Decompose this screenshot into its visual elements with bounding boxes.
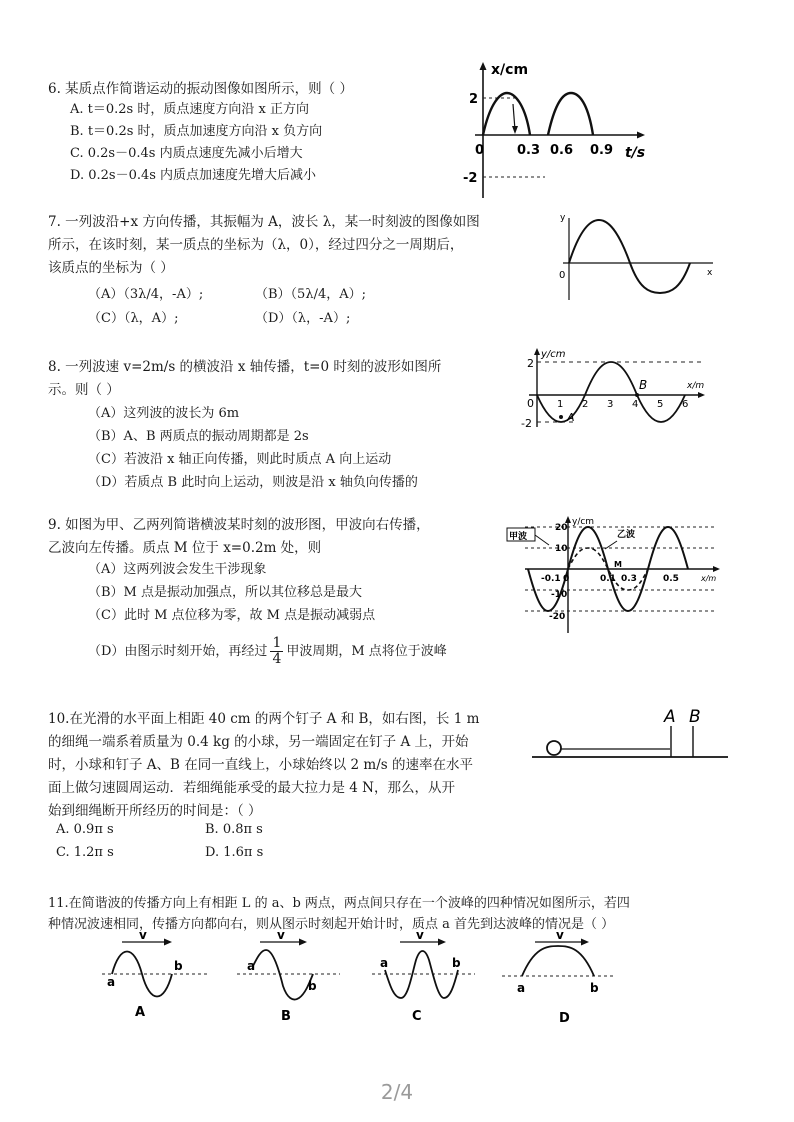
q8-origin: 0: [527, 397, 534, 410]
q10-option-b: B. 0.8π s: [205, 822, 263, 837]
q9-tick-neg10: -10: [551, 590, 568, 600]
q10-ball: [547, 741, 561, 755]
q8-tick-4: 4: [632, 399, 639, 410]
q6-ylabel: x/cm: [491, 62, 529, 78]
q8-point-a-dot: [559, 415, 563, 419]
page-number: 2/4: [380, 1080, 414, 1104]
q10-stem-line-3: 时，小球和钉子 A、B 在同一直线上，小球始终以 2 m/s 的速率在水平: [48, 757, 473, 773]
q8-tick-5: 5: [657, 399, 664, 410]
q8-stem-line-1: 8. 一列波速 v=2m/s 的横波沿 x 轴传播，t=0 时刻的波形如图所: [48, 359, 442, 375]
q8-stem-line-2: 示。则（ ）: [48, 382, 120, 398]
q6-option-c: C. 0.2s－0.4s 内质点速度先减小后增大: [70, 146, 303, 161]
q9-label-m: M: [614, 560, 622, 569]
q11-d-label-b: b: [590, 981, 599, 995]
q9-two-wave-graph: [505, 515, 730, 635]
q8-label-a: A: [567, 411, 575, 424]
q6-vibration-graph: [455, 58, 655, 208]
q10-stem-line-1: 10.在光滑的水平面上相距 40 cm 的两个钉子 A 和 B，如右图，长 1 m: [48, 711, 480, 727]
q11-a-label-b: b: [174, 959, 183, 973]
q9-label-yi: 乙波: [617, 530, 636, 540]
q6-tick-x-03: 0.3: [517, 143, 541, 158]
q8-option-a: （A）这列波的波长为 6m: [88, 406, 240, 421]
q9-stem-line-2: 乙波向左传播。质点 M 位于 x=0.2m 处，则: [48, 540, 322, 556]
q7-wave-curve: [569, 220, 690, 293]
q11-stem-line-1: 11.在简谐波的传播方向上有相距 L 的 a、b 两点，两点间只存在一个波峰的四种情况如图所示，若四: [48, 896, 630, 911]
q9-label-jia: 甲波: [509, 532, 528, 542]
q9-tick-neg20: -20: [549, 612, 566, 622]
q11-figure-b: [235, 930, 345, 1025]
q8-y-arrow: [534, 348, 540, 355]
q9-tick-05: 0.5: [663, 574, 679, 584]
q9-tick-10: 10: [555, 544, 568, 554]
q9-tick-01: 0.1: [600, 574, 616, 584]
q6-tick-y-2: 2: [469, 92, 479, 107]
q11-stem-line-2: 种情况波速相同，传播方向都向右，则从图示时刻起开始计时，质点 a 首先到达波峰的情况是（ ）: [48, 917, 615, 932]
q8-wave-graph: [515, 345, 715, 430]
q8-tick-6: 6: [682, 399, 689, 410]
q7-xlabel: x: [707, 268, 713, 278]
q10-stem-line-5: 始到细绳断开所经历的时间是：（ ）: [48, 803, 262, 819]
q8-label-b: B: [639, 378, 648, 392]
q9-xlabel: x/m: [701, 574, 717, 583]
q11-c-v: v: [416, 928, 424, 942]
q10-option-a: A. 0.9π s: [56, 822, 114, 837]
q10-label-b: B: [689, 707, 701, 727]
q10-stem-line-4: 面上做匀速圆周运动．若细绳能承受的最大拉力是 4 N，那么，从开: [48, 780, 455, 796]
q11-c-label-b: b: [452, 956, 461, 970]
q8-tick-3: 3: [607, 399, 614, 410]
q11-c-label-a: a: [380, 956, 389, 970]
q8-tick-y-2: 2: [527, 357, 534, 370]
q8-tick-y-neg2: -2: [521, 417, 532, 430]
q6-origin: 0: [475, 143, 485, 158]
q10-option-d: D. 1.6π s: [205, 845, 264, 860]
q11-d-velocity-arrow: [581, 939, 589, 946]
q6-tick-y-neg2: -2: [463, 171, 478, 186]
q9-option-d-pre: （D）由图示时刻开始，再经过: [88, 644, 268, 659]
q9-option-a: （A）这两列波会发生干涉现象: [88, 562, 267, 577]
q8-option-c: （C）若波沿 x 轴正向传播，则此时质点 A 向上运动: [88, 452, 392, 467]
q7-option-d: （D）（λ，-A）;: [255, 311, 351, 326]
q11-b-v: v: [277, 928, 285, 942]
q7-option-a: （A）（3λ/4，-A）;: [88, 287, 204, 302]
q6-curve-1: [483, 93, 530, 135]
q6-option-d: D. 0.2s－0.4s 内质点加速度先增大后减小: [70, 168, 317, 183]
q6-curve-2: [548, 93, 593, 135]
q7-stem-line-1: 7. 一列波沿+x 方向传播，其振幅为 A，波长 λ，某一时刻波的图像如图: [48, 214, 480, 230]
q11-a-caption: A: [135, 1005, 146, 1020]
q11-c-caption: C: [412, 1009, 422, 1024]
q8-wave-curve: [537, 362, 685, 422]
q9-option-c: （C）此时 M 点位移为零，故 M 点是振动减弱点: [88, 608, 376, 623]
q8-x-arrow: [698, 392, 705, 398]
q6-option-b: B. t＝0.2s 时，质点加速度方向沿 x 负方向: [70, 124, 323, 139]
q10-nails-figure: [530, 702, 730, 772]
q7-option-b: （B）（5λ/4，A）;: [255, 287, 366, 302]
q7-origin: 0: [559, 270, 566, 281]
q9-fraction-num: 1: [272, 635, 282, 651]
q6-tick-x-09: 0.9: [590, 143, 614, 158]
q10-label-a: A: [664, 707, 676, 727]
q7-stem-line-3: 该质点的坐标为（ ）: [48, 260, 174, 276]
q11-d-caption: D: [559, 1011, 570, 1026]
q9-option-d: [88, 636, 447, 667]
q9-fraction: [270, 636, 283, 667]
q11-c-velocity-arrow: [438, 939, 446, 946]
q11-a-velocity-arrow: [164, 939, 172, 946]
q10-stem-line-2: 的细绳一端系着质量为 0.4 kg 的小球，另一端固定在钉子 A 上，开始: [48, 734, 469, 750]
q6-option-a: A. t＝0.2s 时，质点速度方向沿 x 正方向: [70, 102, 309, 117]
q11-a-v: v: [139, 928, 147, 942]
q8-option-b: （B）A、B 两质点的振动周期都是 2s: [88, 429, 309, 444]
q8-tick-2: 2: [582, 399, 589, 410]
q6-xlabel: t/s: [625, 145, 646, 161]
q7-stem-line-2: 所示，在该时刻，某一质点的坐标为（λ，0），经过四分之一周期后，: [48, 237, 464, 253]
q11-b-label-a: a: [247, 959, 256, 973]
q9-tick-neg01: -0.1: [541, 574, 561, 584]
q6-y-arrow: [480, 62, 487, 70]
q7-ylabel: y: [560, 213, 566, 223]
q11-b-velocity-arrow: [299, 939, 307, 946]
q10-option-c: C. 1.2π s: [56, 845, 114, 860]
q8-option-d: （D）若质点 B 此时向上运动，则波是沿 x 轴负向传播的: [88, 475, 418, 490]
q8-ylabel: y/cm: [541, 349, 566, 360]
q8-point-b-dot: [635, 393, 639, 397]
q6-x-arrow: [637, 132, 645, 139]
q9-y-arrow: [565, 516, 571, 523]
q11-b-wave: [253, 950, 313, 1000]
q9-option-d-post: 甲波周期，M 点将位于波峰: [286, 644, 447, 659]
q9-jia-pointer: [535, 535, 549, 545]
q7-option-c: （C）（λ，A）;: [88, 311, 179, 326]
q9-tick-20: 20: [555, 523, 568, 533]
q9-fraction-den: 4: [272, 651, 282, 667]
q8-xlabel: x/m: [687, 381, 705, 391]
q11-d-label-a: a: [517, 981, 526, 995]
q11-a-label-a: a: [107, 975, 116, 989]
q9-ylabel: y/cm: [572, 517, 595, 527]
q9-x-arrow: [713, 566, 720, 572]
q6-marker-arrow: [512, 126, 518, 134]
q11-b-caption: B: [281, 1009, 291, 1024]
q9-tick-0: 0: [563, 574, 570, 584]
q9-tick-03: 0.3: [621, 574, 637, 584]
q6-stem: 6. 某质点作简谐运动的振动图像如图所示，则（ ）: [48, 81, 353, 97]
q11-d-v: v: [556, 928, 564, 942]
q11-figure-d: [500, 930, 620, 1025]
q11-figure-a: [100, 930, 215, 1025]
q7-wave-graph: [555, 208, 725, 303]
q9-stem-line-1: 9. 如图为甲、乙两列简谐横波某时刻的波形图，甲波向右传播，: [48, 517, 430, 533]
q9-option-b: （B）M 点是振动加强点，所以其位移总是最大: [88, 585, 362, 600]
q6-tick-x-06: 0.6: [550, 143, 574, 158]
q11-b-label-b: b: [308, 979, 317, 993]
q11-d-wave: [522, 946, 594, 976]
q8-tick-1: 1: [557, 399, 564, 410]
q11-figure-c: [370, 930, 480, 1025]
